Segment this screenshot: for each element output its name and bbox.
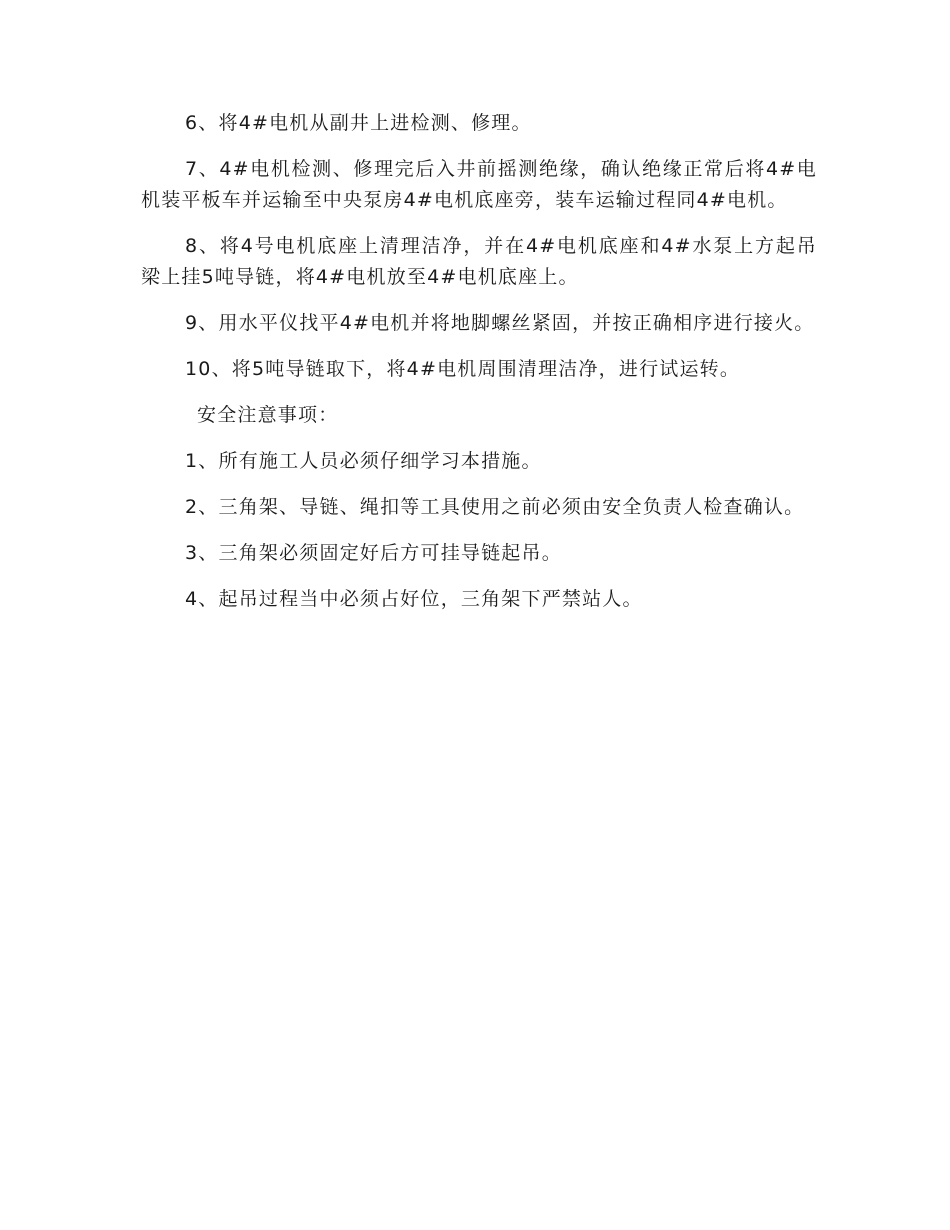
step-7-paragraph: 7、4#电机检测、修理完后入井前摇测绝缘，确认绝缘正常后将4#电机装平板车并运输至中央泵房4#电机底座旁，装车运输过程同4#电机。 xyxy=(141,158,817,211)
step-8-paragraph: 8、将4号电机底座上清理洁净，并在4#电机底座和4#水泵上方起吊梁上挂5吨导链，将4#电机放至4#电机底座上。 xyxy=(141,235,817,288)
step-9-paragraph: 9、用水平仪找平4#电机并将地脚螺丝紧固，并按正确相序进行接火。 xyxy=(185,312,815,334)
safety-item-2: 2、三角架、导链、绳扣等工具使用之前必须由安全负责人检查确认。 xyxy=(185,496,805,518)
document-body xyxy=(141,108,817,630)
safety-item-4: 4、起吊过程当中必须占好位，三角架下严禁站人。 xyxy=(185,588,643,610)
safety-item-1: 1、所有施工人员必须仔细学习本措施。 xyxy=(185,450,542,472)
safety-item-3: 3、三角架必须固定好后方可挂导链起吊。 xyxy=(185,542,562,564)
step-6-paragraph: 6、将4#电机从副井上进检测、修理。 xyxy=(185,112,532,134)
step-10-paragraph: 10、将5吨导链取下，将4#电机周围清理洁净，进行试运转。 xyxy=(185,358,741,380)
safety-heading: 安全注意事项： xyxy=(197,404,339,426)
